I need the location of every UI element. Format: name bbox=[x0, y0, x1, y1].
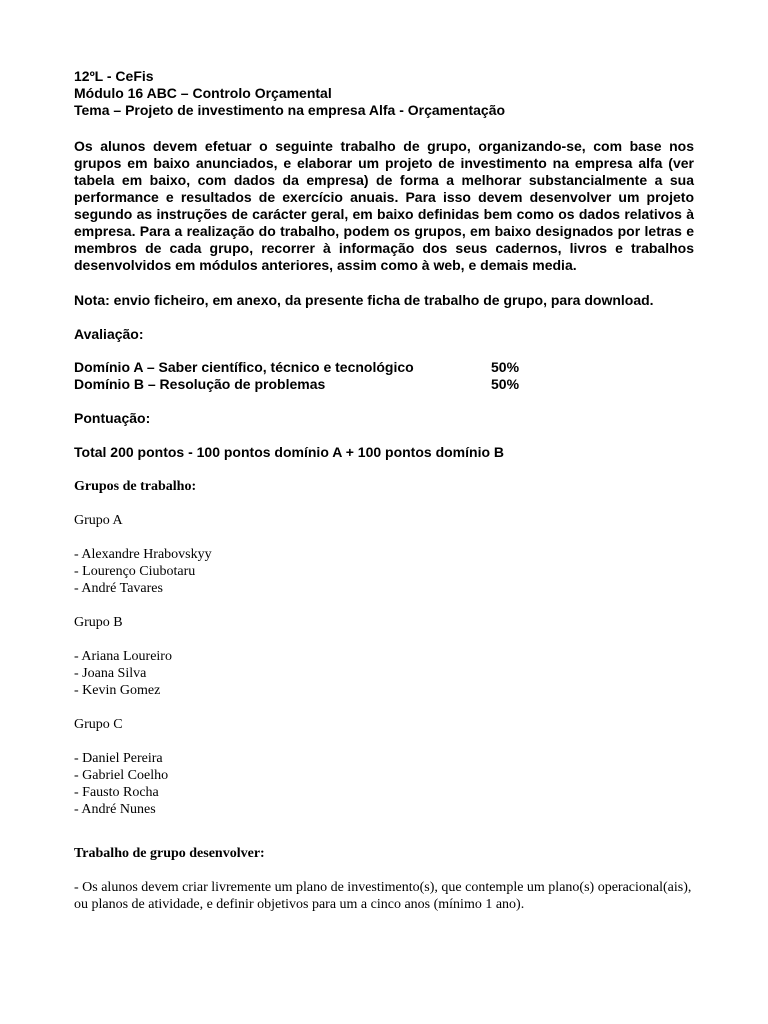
domain-row bbox=[74, 359, 694, 376]
member-list bbox=[74, 546, 694, 597]
domain-label: Domínio B – Resolução de problemas bbox=[74, 376, 326, 392]
list-item: - André Nunes bbox=[74, 802, 156, 817]
theme-title: Tema – Projeto de investimento na empresa Alfa - Orçamentação bbox=[74, 102, 506, 118]
evaluation-heading: Avaliação: bbox=[74, 326, 144, 342]
groups-heading: Grupos de trabalho: bbox=[74, 479, 197, 494]
member-list bbox=[74, 750, 694, 818]
list-item: - Ariana Loureiro bbox=[74, 649, 172, 664]
list-item: - Lourenço Ciubotaru bbox=[74, 564, 196, 579]
document-page bbox=[74, 68, 694, 913]
group-b bbox=[74, 614, 694, 699]
document-header bbox=[74, 68, 694, 119]
domain-weight: 50% bbox=[491, 376, 520, 392]
group-name: Grupo B bbox=[74, 615, 123, 630]
intro-paragraph: Os alunos devem efetuar o seguinte trabalho de grupo, organizando-se, com base nos grupos em baixo anunciados, e elaborar um projeto de investimento na empresa alfa (ver tabela em baixo, com dados da empresa) de forma a melhorar substancialmente a sua performance e resultados de exercício anuais. Para isso devem desenvolver um projeto segundo as instruções de carácter geral, em baixo definidas bem como os dados relativos à empresa. Para a realização do trabalho, podem os grupos, em baixo designados por letras e membros de cada grupo, recorrer à informação dos seus cadernos, livros e trabalhos desenvolvidos em módulos anteriores, assim como à web, e demais media. bbox=[74, 138, 694, 273]
group-name: Grupo C bbox=[74, 717, 123, 732]
scoring-heading: Pontuação: bbox=[74, 410, 151, 426]
group-name: Grupo A bbox=[74, 513, 123, 528]
list-item: - Daniel Pereira bbox=[74, 751, 163, 766]
note-paragraph: Nota: envio ficheiro, em anexo, da presente ficha de trabalho de grupo, para download. bbox=[74, 292, 654, 308]
list-item: - André Tavares bbox=[74, 581, 163, 596]
work-item: - Os alunos devem criar livremente um plano de investimento(s), que contemple um plano(s) operacional(ais), ou planos de atividade, e definir objetivos para um a cinco anos (mínimo 1 ano). bbox=[74, 880, 692, 912]
work-heading: Trabalho de grupo desenvolver: bbox=[74, 846, 265, 861]
evaluation-domains bbox=[74, 359, 694, 393]
domain-weight: 50% bbox=[491, 359, 520, 375]
list-item: - Alexandre Hrabovskyy bbox=[74, 547, 212, 562]
list-item: - Kevin Gomez bbox=[74, 683, 161, 698]
class-title: 12ºL - CeFis bbox=[74, 68, 154, 84]
domain-label: Domínio A – Saber científico, técnico e tecnológico bbox=[74, 359, 414, 375]
list-item: - Fausto Rocha bbox=[74, 785, 159, 800]
list-item: - Gabriel Coelho bbox=[74, 768, 169, 783]
scoring-total: Total 200 pontos - 100 pontos domínio A + 100 pontos domínio B bbox=[74, 444, 505, 460]
group-a bbox=[74, 512, 694, 597]
module-title: Módulo 16 ABC – Controlo Orçamental bbox=[74, 85, 332, 101]
list-item: - Joana Silva bbox=[74, 666, 147, 681]
group-c bbox=[74, 716, 694, 818]
domain-row bbox=[74, 376, 694, 393]
member-list bbox=[74, 648, 694, 699]
